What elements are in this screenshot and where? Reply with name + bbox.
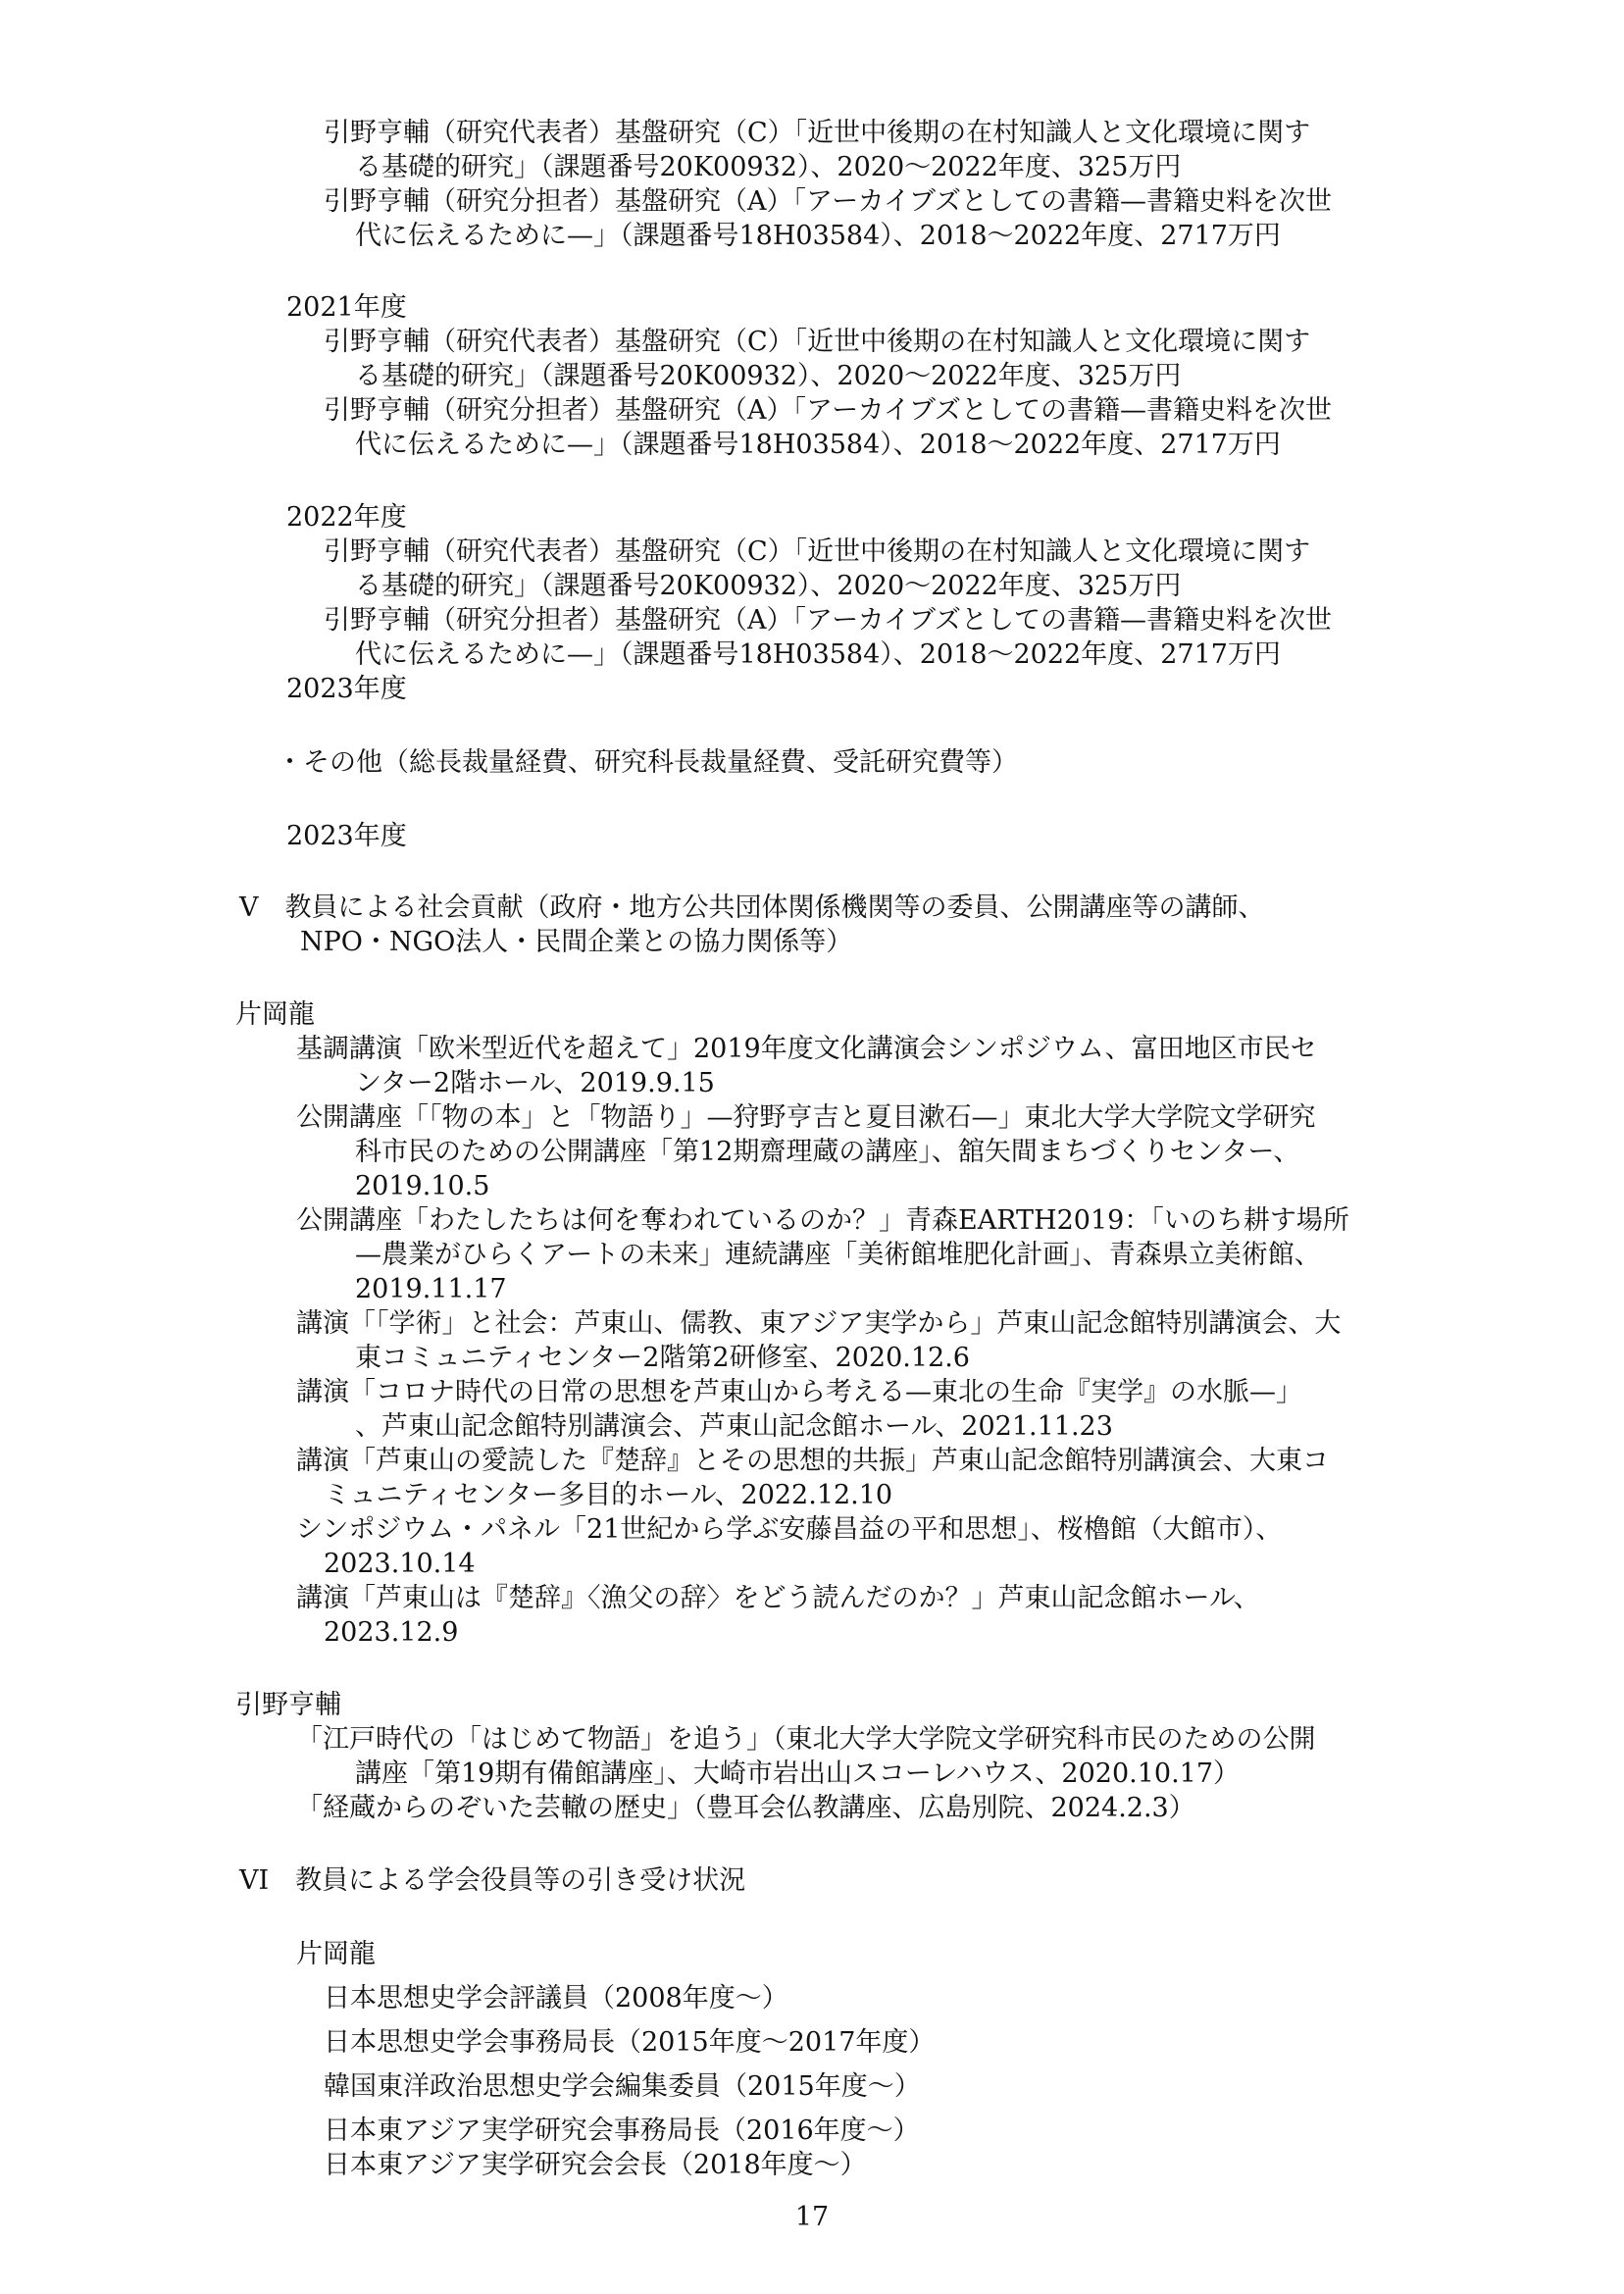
text-line: シンポジウム・パネル「21世紀から学ぶ安藤昌益の平和思想」、桜櫓館（大館市）、: [296, 1514, 1283, 1545]
text-line: 2022年度: [286, 502, 407, 533]
text-line: 代に伝えるために—」（課題番号18H03584）、2018〜2022年度、2717万円: [355, 430, 1281, 460]
text-line: 日本東アジア実学研究会事務局長（2016年度〜）: [324, 2116, 920, 2146]
text-line: 引野亨輔（研究分担者）基盤研究（A）「アーカイブズとしての書籍—書籍史料を次世: [324, 395, 1332, 426]
text-line: 片岡龍: [235, 999, 315, 1030]
text-line: 片岡龍: [296, 1939, 376, 1969]
text-line: 公開講座「「物の本」と「物語り」—狩野亨吉と夏目漱石—」東北大学大学院文学研究: [296, 1102, 1316, 1133]
text-line: 韓国東洋政治思想史学会編集委員（2015年度〜）: [324, 2071, 921, 2102]
text-line: る基礎的研究」（課題番号20K00932）、2020〜2022年度、325万円: [355, 571, 1182, 601]
text-line: 引野亨輔（研究代表者）基盤研究（C）「近世中後期の在村知識人と文化環境に関す: [324, 536, 1311, 567]
text-line: 日本思想史学会事務局長（2015年度〜2017年度）: [324, 2027, 936, 2058]
text-line: 講演「コロナ時代の日常の思想を芦東山から考える—東北の生命『実学』の水脈—」: [296, 1377, 1302, 1407]
text-line: 東コミュニティセンター2階第2研修室、2020.12.6: [355, 1343, 970, 1373]
text-line: 、芦東山記念館特別講演会、芦東山記念館ホール、2021.11.23: [355, 1411, 1113, 1442]
text-line: VI 教員による学会役員等の引き受け状況: [239, 1865, 746, 1896]
text-line: 日本思想史学会評議員（2008年度〜）: [324, 1983, 788, 2014]
text-line: 2023年度: [286, 821, 407, 851]
text-line: 講座「第19期有備館講座」、大崎市岩出山スコーレハウス、2020.10.17）: [355, 1759, 1241, 1789]
text-line: V 教員による社会貢献（政府・地方公共団体関係機関等の委員、公開講座等の講師、: [239, 892, 1265, 923]
text-line: 科市民のための公開講座「第12期齋理蔵の講座」、舘矢間まちづくりセンター、: [355, 1137, 1300, 1167]
text-line: 引野亨輔（研究代表者）基盤研究（C）「近世中後期の在村知識人と文化環境に関す: [324, 327, 1311, 357]
page-number: 17: [794, 2202, 830, 2232]
text-line: 2019.10.5: [355, 1171, 490, 1201]
text-line: ミュニティセンター多目的ホール、2022.12.10: [324, 1480, 893, 1510]
text-line: 講演「「学術」と社会：芦東山、儒教、東アジア実学から」芦東山記念館特別講演会、大: [296, 1308, 1342, 1339]
text-line: る基礎的研究」（課題番号20K00932）、2020〜2022年度、325万円: [355, 152, 1182, 182]
text-line: 2023.10.14: [324, 1549, 476, 1579]
text-line: 「経蔵からのぞいた芸轍の歴史」（豊耳会仏教講座、広島別院、2024.2.3）: [296, 1793, 1195, 1823]
text-line: 引野亨輔（研究分担者）基盤研究（A）「アーカイブズとしての書籍—書籍史料を次世: [324, 186, 1332, 217]
text-line: 2023年度: [286, 674, 407, 704]
text-line: 講演「芦東山の愛読した『楚辞』とその思想的共振」芦東山記念館特別講演会、大東コ: [296, 1446, 1329, 1476]
text-line: 引野亨輔（研究代表者）基盤研究（C）「近世中後期の在村知識人と文化環境に関す: [324, 118, 1311, 148]
text-line: 日本東アジア実学研究会会長（2018年度〜）: [324, 2150, 867, 2180]
text-line: 2021年度: [286, 292, 407, 323]
text-line: 2023.12.9: [324, 1617, 459, 1648]
text-line: 代に伝えるために—」（課題番号18H03584）、2018〜2022年度、2717万円: [355, 639, 1281, 670]
text-line: 引野亨輔（研究分担者）基盤研究（A）「アーカイブズとしての書籍—書籍史料を次世: [324, 605, 1332, 636]
text-line: 基調講演「欧米型近代を超えて」2019年度文化講演会シンポジウム、富田地区市民セ: [296, 1034, 1317, 1064]
text-line: ンター2階ホール、2019.9.15: [355, 1068, 715, 1098]
text-line: 代に伝えるために—」（課題番号18H03584）、2018〜2022年度、2717万円: [355, 221, 1281, 251]
text-line: 「江戸時代の「はじめて物語」を追う」（東北大学大学院文学研究科市民のための公開: [296, 1724, 1316, 1755]
text-line: —農業がひらくアートの未来」連続講座「美術館堆肥化計画」、青森県立美術館、: [355, 1240, 1321, 1270]
text-line: NPO・NGO法人・民間企業との協力関係等）: [300, 927, 853, 957]
text-line: 引野亨輔: [235, 1690, 341, 1720]
text-line: 2019.11.17: [355, 1274, 507, 1304]
text-line: 講演「芦東山は『楚辞』〈漁父の辞〉をどう読んだのか？」芦東山記念館ホール、: [296, 1583, 1260, 1613]
text-line: る基礎的研究」（課題番号20K00932）、2020〜2022年度、325万円: [355, 361, 1182, 391]
text-line: ・その他（総長裁量経費、研究科長裁量経費、受託研究費等）: [277, 747, 1018, 778]
text-line: 公開講座「わたしたちは何を奪われているのか？」青森EARTH2019：「いのち耕す場所: [296, 1205, 1349, 1236]
